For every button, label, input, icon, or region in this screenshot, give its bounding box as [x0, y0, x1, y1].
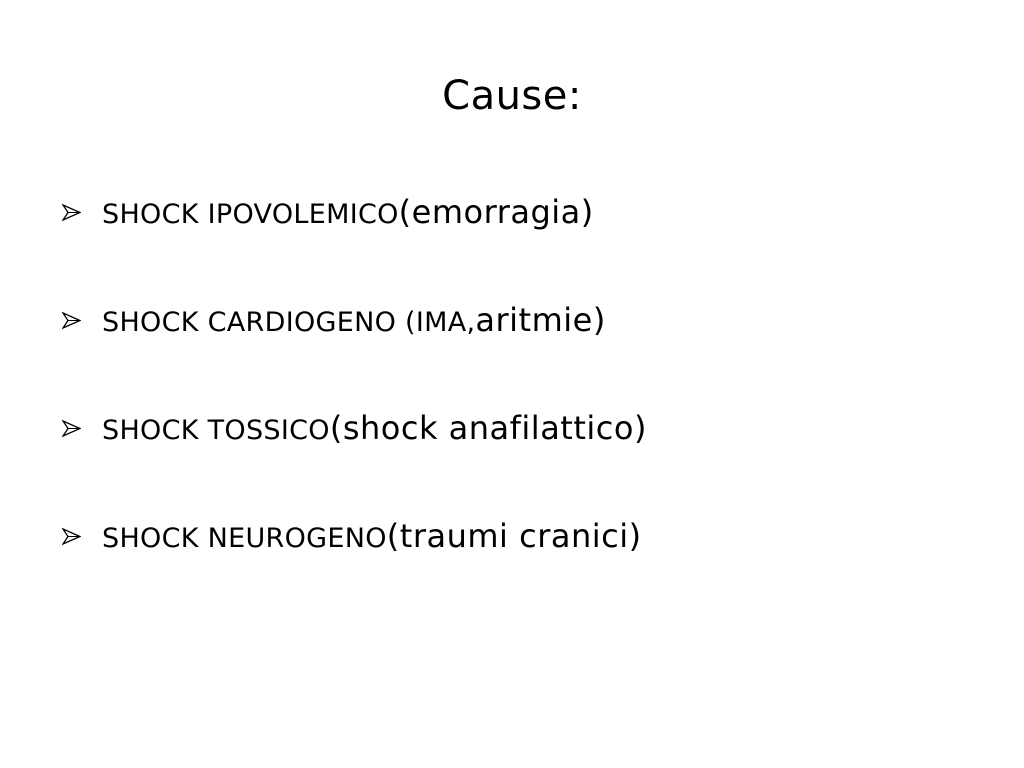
- shock-type-label: SHOCK TOSSICO: [102, 415, 330, 446]
- slide-title: Cause:: [442, 73, 582, 119]
- shock-cause-detail: (emorragia): [398, 193, 594, 231]
- bullet-list: [62, 186, 1002, 618]
- shock-cause-detail: (traumi cranici): [386, 517, 642, 555]
- shock-cause-detail: (shock anafilattico): [329, 409, 647, 447]
- arrowhead-bullet-icon: [62, 402, 102, 454]
- shock-type-label: SHOCK NEUROGENO: [102, 523, 387, 554]
- bullet-item: [62, 186, 1002, 294]
- shock-cause-detail: aritmie): [475, 301, 606, 339]
- arrowhead-bullet-icon: [62, 510, 102, 562]
- bullet-text: [102, 510, 642, 565]
- bullet-text: [102, 402, 647, 457]
- bullet-text: [102, 186, 594, 241]
- bullet-item: [62, 510, 1002, 618]
- bullet-item: [62, 294, 1002, 402]
- bullet-text: [102, 294, 606, 349]
- bullet-item: [62, 402, 1002, 510]
- arrowhead-bullet-icon: [62, 294, 102, 346]
- shock-type-label: SHOCK IPOVOLEMICO: [102, 199, 399, 230]
- shock-type-label: SHOCK CARDIOGENO (IMA,: [102, 307, 476, 338]
- arrowhead-bullet-icon: [62, 186, 102, 238]
